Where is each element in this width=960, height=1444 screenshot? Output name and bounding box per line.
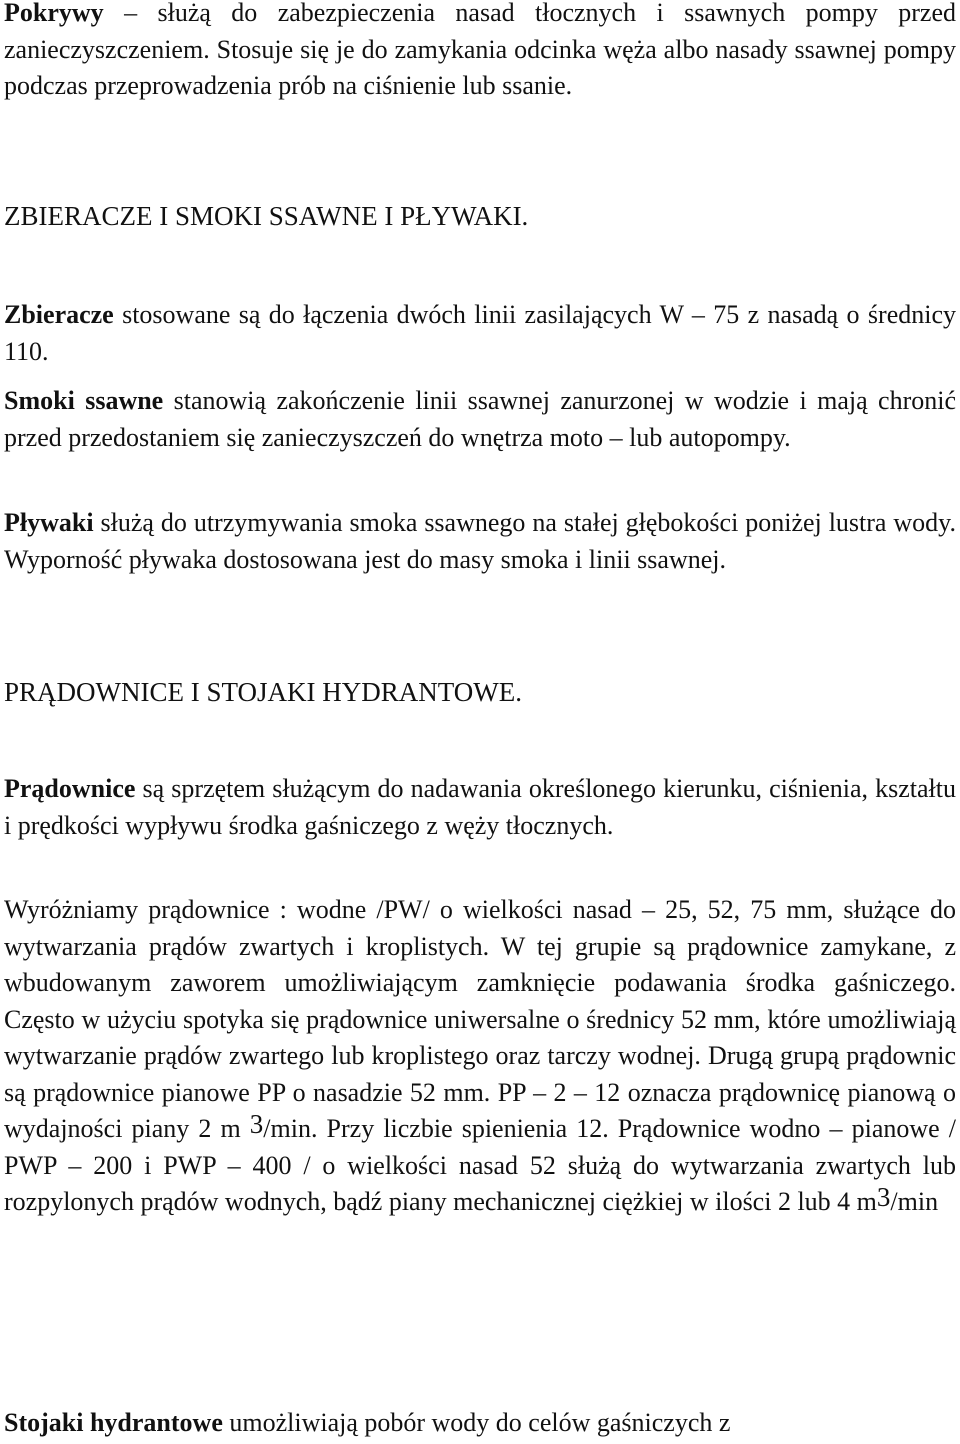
- text-stojaki: umożliwiają pobór wody do celów gaśniczych z: [222, 1408, 731, 1437]
- paragraph-pokrywy: [4, 0, 956, 105]
- section-heading-pradownice: PRĄDOWNICE I STOJAKI HYDRANTOWE.: [4, 677, 522, 707]
- paragraph-stojaki: [4, 1405, 956, 1442]
- paragraph-plywaki: [4, 505, 956, 578]
- exponent-cubic-2: 3: [876, 1182, 891, 1212]
- text-pradownice: są sprzętem służącym do nadawania określonego kierunku, ciśnienia, kształtu i prędkości wypływu środka gaśniczego z węży tłocznych.: [4, 774, 956, 840]
- text-smoki: stanowią zakończenie linii ssawnej zanurzonej w wodzie i mają chronić przed przedostaniem się zanieczyszczeń do wnętrza moto – lub autopompy.: [4, 386, 956, 452]
- paragraph-pradownice: [4, 771, 956, 844]
- paragraph-zbieracze: [4, 297, 956, 370]
- text-wyrozniamy-2: /min. Przy liczbie spienienia 12. Prądownice wodno – pianowe / PWP – 200 i PWP – 400 / o wielkości nasad 52 służą do wytwarzania zwartych lub rozpylonych prądów wodnych, bądź piany mechanicznej ciężkiej w ilości 2 lub 4 m: [4, 1114, 956, 1216]
- term-pokrywy: Pokrywy: [4, 0, 104, 27]
- term-pradownice: Prądownice: [4, 774, 136, 803]
- text-pokrywy: – służą do zabezpieczenia nasad tłocznych i ssawnych pompy przed zanieczyszczeniem. Stosuje się je do zamykania odcinka węża albo nasady ssawnej pompy podczas przeprowadzenia prób na ciśnienie lub ssanie.: [4, 0, 956, 100]
- paragraph-smoki: [4, 383, 956, 456]
- text-wyrozniamy-1: Wyróżniamy prądownice : wodne /PW/ o wielkości nasad – 25, 52, 75 mm, służące do wytwarzania prądów zwartych i kroplistych. W tej grupie są prądownice zamykane, z wbudowanym zaworem umożliwiającym zamknięcie podawania środka gaśniczego. Często w użyciu spotyka się prądownice uniwersalne o średnicy 52 mm, które umożliwiają wytwarzanie prądów zwartego lub kroplistego oraz tarczy wodnej. Drugą grupą prądownic są prądownice pianowe PP o nasadzie 52 mm. PP – 2 – 12 oznacza prądownicę pianową o wydajności piany 2 m: [4, 895, 956, 1143]
- term-plywaki: Pływaki: [4, 508, 94, 537]
- text-plywaki: służą do utrzymywania smoka ssawnego na stałej głębokości poniżej lustra wody. Wyporność pływaka dostosowana jest do masy smoka i linii ssawnej.: [4, 508, 956, 574]
- paragraph-wyrozniamy: [4, 892, 956, 1221]
- text-wyrozniamy-3: /min: [890, 1187, 939, 1216]
- section-heading-zbieracze: ZBIERACZE I SMOKI SSAWNE I PŁYWAKI.: [4, 201, 529, 231]
- term-zbieracze: Zbieracze: [4, 300, 114, 329]
- term-stojaki: Stojaki hydrantowe: [4, 1408, 223, 1437]
- exponent-cubic-1: 3: [249, 1109, 264, 1139]
- text-zbieracze: stosowane są do łączenia dwóch linii zasilających W – 75 z nasadą o średnicy 110.: [4, 300, 956, 366]
- term-smoki: Smoki ssawne: [4, 386, 164, 415]
